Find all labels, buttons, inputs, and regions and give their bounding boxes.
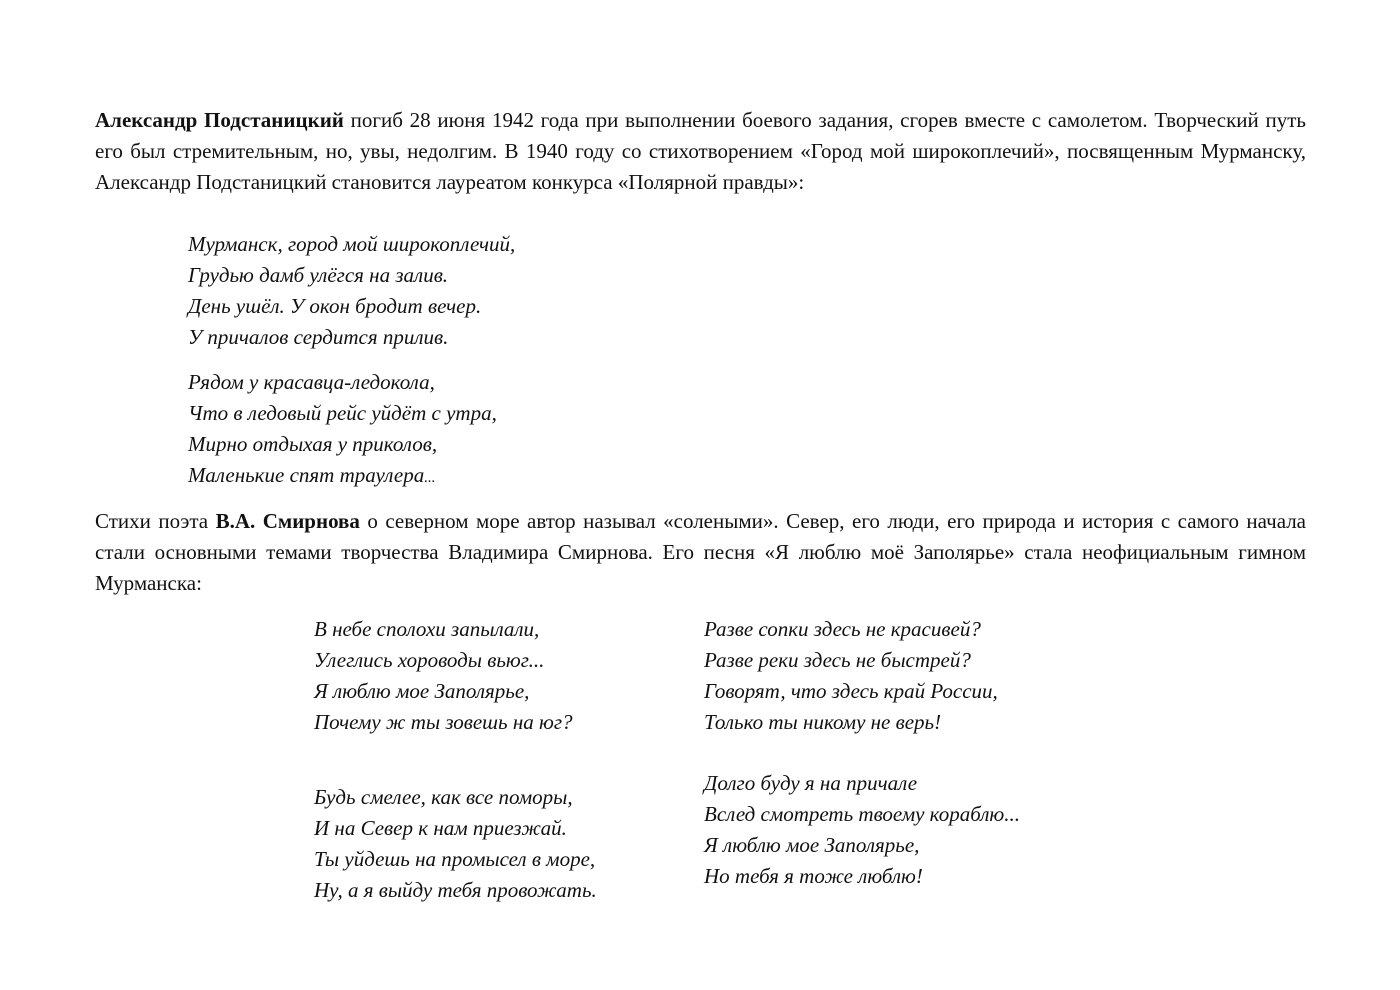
- poem-line: Разве сопки здесь не красивей?: [704, 617, 981, 641]
- poem1-stanza1: [188, 229, 515, 353]
- poem-line: Я люблю мое Заполярье,: [314, 679, 530, 703]
- poem-line: В небе сполохи запылали,: [314, 617, 540, 641]
- author-name-podstanitsky: Александр Подстаницкий: [95, 108, 344, 132]
- poem-line: Улеглись хороводы вьюг...: [314, 648, 545, 672]
- poem-line: Ну, а я выйду тебя провожать.: [314, 878, 597, 902]
- poem-ellipsis: ...: [424, 470, 436, 486]
- paragraph-text-before: Стихи поэта: [95, 509, 216, 533]
- poem-line: Грудью дамб улёгся на залив.: [188, 263, 449, 287]
- poem2-left-stanza2: [314, 782, 597, 906]
- poem-line: Мирно отдыхая у приколов,: [188, 432, 438, 456]
- poem-line: И на Север к нам приезжай.: [314, 816, 567, 840]
- poem-line: Мурманск, город мой широкоплечий,: [188, 232, 516, 256]
- poem2-right-stanza2: [704, 768, 1020, 892]
- paragraph-podstanitsky: [95, 105, 1306, 198]
- author-name-smirnov: В.А. Смирнова: [215, 509, 360, 533]
- poem-line: Говорят, что здесь край России,: [704, 679, 998, 703]
- poem-line: Ты уйдешь на промысел в море,: [314, 847, 596, 871]
- poem-line: Долго буду я на причале: [704, 771, 918, 795]
- poem-line: [188, 460, 497, 494]
- poem-line: Я люблю мое Заполярье,: [704, 833, 920, 857]
- poem-line: Что в ледовый рейс уйдёт с утра,: [188, 401, 497, 425]
- poem-line: Вслед смотреть твоему кораблю...: [704, 802, 1020, 826]
- paragraph-text: погиб 28 июня 1942 года при выполнении боевого задания, сгорев вместе с самолетом. Творческий путь его был стремительным, но, увы, недолгим. В 1940 году со стихотворением «Город мой широкоплечий», посвященным Мурманску, Александр Подстаницкий становится лауреатом конкурса «Полярной правды»:: [95, 108, 1306, 194]
- poem-line: Но тебя я тоже люблю!: [704, 864, 923, 888]
- poem-line: Рядом у красавца-ледокола,: [188, 370, 435, 394]
- poem-line: У причалов сердится прилив.: [188, 325, 449, 349]
- poem-line-text: Маленькие спят траулера: [188, 463, 425, 487]
- poem2-left-stanza1: [314, 614, 573, 738]
- poem-line: Будь смелее, как все поморы,: [314, 785, 573, 809]
- poem-line: День ушёл. У окон бродит вечер.: [188, 294, 482, 318]
- poem-line: Только ты никому не верь!: [704, 710, 942, 734]
- paragraph-smirnov: [95, 506, 1306, 599]
- poem2-right-stanza1: [704, 614, 998, 738]
- poem1-stanza2: [188, 367, 497, 494]
- paragraph-text-after: о северном море автор называл «солеными». Север, его люди, его природа и история с самого начала стали основными темами творчества Владимира Смирнова. Его песня «Я люблю моё Заполярье» стала неофициальным гимном Мурманска:: [95, 509, 1306, 595]
- poem-line: Разве реки здесь не быстрей?: [704, 648, 971, 672]
- poem-line: Почему ж ты зовешь на юг?: [314, 710, 573, 734]
